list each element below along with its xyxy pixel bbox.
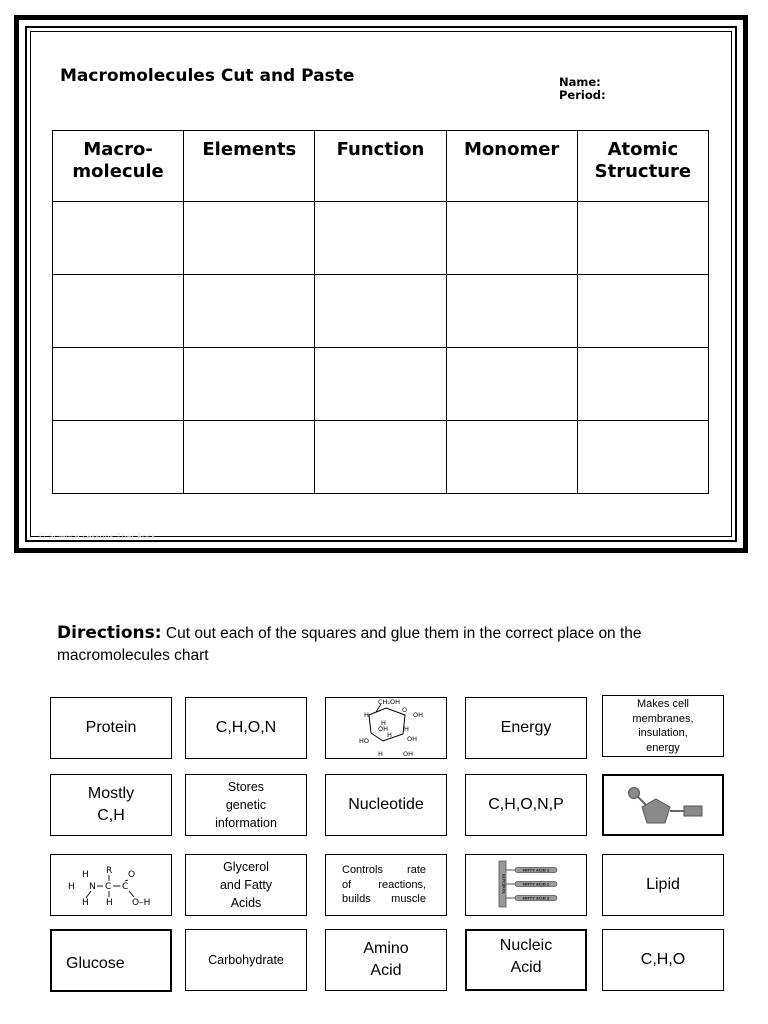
card-label: Energy bbox=[500, 719, 552, 736]
bond bbox=[129, 891, 134, 897]
card-cho[interactable] bbox=[602, 929, 724, 991]
chart-header-row bbox=[53, 131, 709, 202]
glucose-ch2oh: CH₂OH bbox=[378, 698, 401, 706]
period-label: Period: bbox=[559, 88, 606, 102]
glucose-ring-diagram bbox=[331, 698, 441, 758]
sugar-pentagon bbox=[642, 799, 670, 823]
amino-c: C bbox=[105, 882, 112, 892]
amino-h: H bbox=[82, 870, 89, 880]
card-label: Controls rate of reactions, builds muscle bbox=[342, 864, 426, 906]
card-label: Carbohydrate bbox=[208, 953, 284, 967]
chart-cell[interactable] bbox=[577, 275, 708, 348]
card-label: Glucose bbox=[66, 954, 125, 972]
column-header-atomic-structure: Atomic Structure bbox=[577, 131, 708, 202]
worksheet-title: Macromolecules Cut and Paste bbox=[60, 66, 355, 86]
card-mostly-ch[interactable] bbox=[50, 774, 172, 836]
chart-cell[interactable] bbox=[184, 348, 315, 421]
card-label: Nucleotide bbox=[348, 796, 424, 813]
glycerol-label: GLYCEROL bbox=[501, 873, 506, 895]
glucose-h: H bbox=[387, 731, 392, 739]
glucose-oh: OH bbox=[378, 725, 389, 733]
card-label: Glycerol and Fatty Acids bbox=[219, 860, 273, 910]
column-header-monomer: Monomer bbox=[446, 131, 577, 202]
card-amino-acid-structure[interactable] bbox=[50, 854, 172, 916]
card-label: Stores genetic information bbox=[215, 780, 277, 830]
column-header-function: Function bbox=[315, 131, 446, 202]
chart-cell[interactable] bbox=[446, 421, 577, 494]
name-period-labels bbox=[559, 76, 606, 102]
card-protein[interactable] bbox=[50, 697, 172, 759]
glucose-oh: OH bbox=[407, 735, 418, 743]
chart-cell[interactable] bbox=[577, 421, 708, 494]
glucose-oh: OH bbox=[403, 750, 414, 758]
amino-h: H bbox=[68, 882, 75, 892]
glucose-ho: HO bbox=[359, 737, 370, 745]
chart-row bbox=[53, 421, 709, 494]
card-label: Amino Acid bbox=[363, 940, 409, 979]
fatty-acid-label: FATTY ACID 3 bbox=[522, 896, 550, 901]
glucose-oh: OH bbox=[413, 711, 424, 719]
card-label: Nucleic Acid bbox=[499, 937, 553, 976]
card-label: Protein bbox=[85, 719, 137, 736]
chart-cell[interactable] bbox=[315, 202, 446, 275]
card-makes-cell-membranes[interactable] bbox=[602, 695, 724, 757]
card-label: Makes cell membranes, insulation, energy bbox=[632, 698, 694, 754]
chart-row bbox=[53, 275, 709, 348]
card-chonp[interactable] bbox=[465, 774, 587, 836]
glucose-h: H bbox=[404, 725, 409, 733]
chart-cell[interactable] bbox=[446, 202, 577, 275]
nitrogen-base bbox=[684, 806, 702, 816]
macromolecules-chart bbox=[52, 130, 709, 494]
card-label: Lipid bbox=[646, 876, 680, 893]
card-nucleic-acid[interactable] bbox=[465, 929, 587, 991]
chart-cell[interactable] bbox=[577, 348, 708, 421]
copyright-watermark: © Science Lessons That Rock bbox=[38, 532, 157, 541]
chart-cell[interactable] bbox=[577, 202, 708, 275]
card-glycerol-fatty-acids[interactable] bbox=[185, 854, 307, 916]
chart-cell[interactable] bbox=[446, 275, 577, 348]
card-chon[interactable] bbox=[185, 697, 307, 759]
name-label: Name: bbox=[559, 75, 601, 89]
triglyceride-diagram bbox=[471, 857, 581, 913]
card-label: C,H,O bbox=[640, 951, 686, 968]
chart-cell[interactable] bbox=[53, 421, 184, 494]
card-label: Mostly C,H bbox=[87, 785, 135, 824]
directions bbox=[57, 622, 717, 667]
glucose-h: H bbox=[364, 711, 369, 719]
chart-cell[interactable] bbox=[315, 421, 446, 494]
chart-row bbox=[53, 348, 709, 421]
amino-oh: O–H bbox=[132, 898, 151, 908]
amino-n: N bbox=[89, 882, 96, 892]
card-amino-acid[interactable] bbox=[325, 929, 447, 991]
fatty-acid-label: FATTY ACID 1 bbox=[522, 868, 550, 873]
fatty-acid-label: FATTY ACID 2 bbox=[522, 882, 550, 887]
card-label: C,H,O,N,P bbox=[488, 796, 564, 813]
column-header-macromolecule: Macro- molecule bbox=[53, 131, 184, 202]
card-lipid[interactable] bbox=[602, 854, 724, 916]
chart-cell[interactable] bbox=[184, 275, 315, 348]
card-lipid-structure[interactable] bbox=[465, 854, 587, 916]
phosphate-group bbox=[629, 788, 640, 799]
card-glucose[interactable] bbox=[50, 929, 172, 992]
amino-h: H bbox=[106, 898, 113, 908]
card-energy[interactable] bbox=[465, 697, 587, 759]
card-label: C,H,O,N bbox=[215, 719, 277, 736]
amino-h: H bbox=[82, 898, 89, 908]
chart-row bbox=[53, 202, 709, 275]
nucleotide-diagram bbox=[608, 777, 718, 833]
card-carbohydrate[interactable] bbox=[185, 929, 307, 991]
chart-cell[interactable] bbox=[53, 348, 184, 421]
glucose-o: O bbox=[402, 706, 408, 714]
amino-acid-diagram bbox=[56, 857, 166, 913]
glucose-h: H bbox=[381, 719, 386, 727]
amino-o: O bbox=[128, 870, 136, 880]
directions-text: Cut out each of the squares and glue them in the correct place on the macromolecules chart bbox=[57, 625, 642, 664]
chart-cell[interactable] bbox=[184, 202, 315, 275]
card-glucose-structure[interactable] bbox=[325, 697, 447, 759]
chart-cell[interactable] bbox=[315, 348, 446, 421]
amino-r: R bbox=[106, 866, 113, 876]
chart-cell[interactable] bbox=[446, 348, 577, 421]
amino-c: C bbox=[122, 882, 129, 892]
column-header-elements: Elements bbox=[184, 131, 315, 202]
card-stores-genetic-information[interactable] bbox=[185, 774, 307, 836]
bond bbox=[125, 880, 128, 881]
glucose-h: H bbox=[378, 750, 383, 758]
chart-cell[interactable] bbox=[184, 421, 315, 494]
directions-lead: Directions: bbox=[57, 623, 162, 643]
bond bbox=[86, 891, 91, 898]
card-nucleotide[interactable] bbox=[325, 774, 447, 836]
chart-cell[interactable] bbox=[53, 202, 184, 275]
card-nucleotide-structure[interactable] bbox=[602, 774, 724, 836]
chart-cell[interactable] bbox=[53, 275, 184, 348]
card-controls-rate-of-reactions[interactable] bbox=[325, 854, 447, 916]
chart-cell[interactable] bbox=[315, 275, 446, 348]
